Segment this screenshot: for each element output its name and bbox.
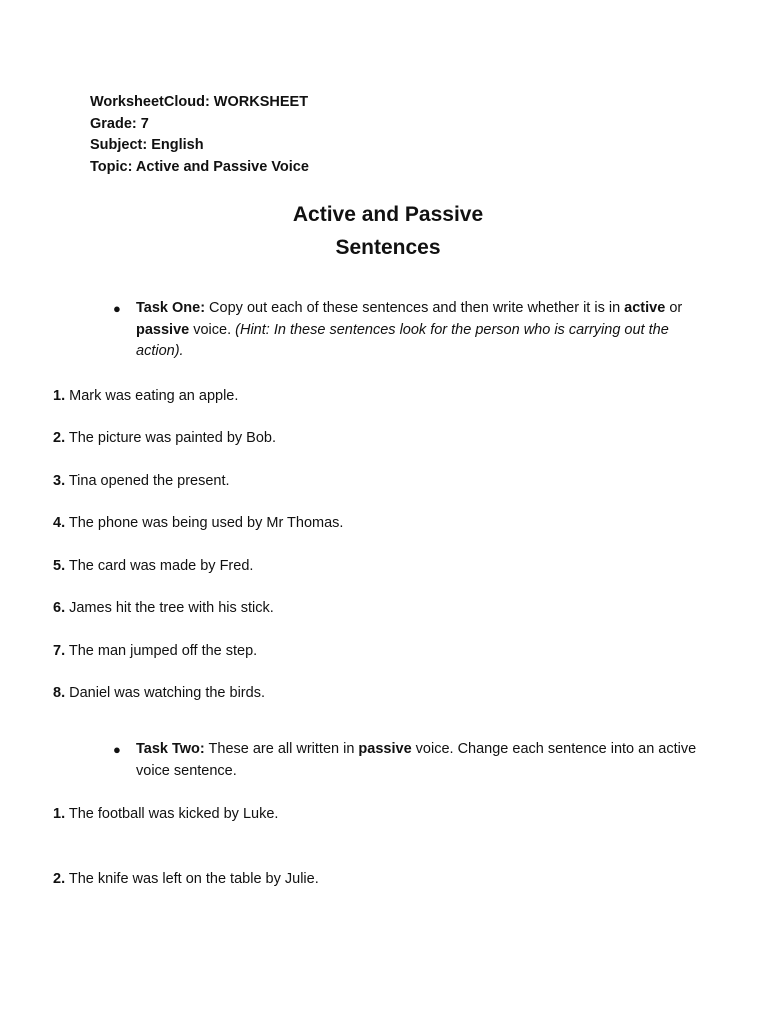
item-number: 5.: [53, 558, 66, 574]
item-sentence: Mark was eating an apple.: [65, 388, 239, 404]
passive-keyword: passive: [136, 321, 190, 338]
title-line-2: Sentences: [335, 236, 441, 259]
task-one-item-6: [53, 598, 274, 618]
task-one-instruction: [113, 298, 713, 363]
task-one-item-5: [53, 556, 253, 576]
passive-keyword: passive: [358, 741, 412, 757]
worksheet-source: WorksheetCloud: WORKSHEET: [90, 94, 309, 110]
task-two-text-a: These are all written in: [204, 741, 359, 757]
topic-line: Topic: Active and Passive Voice: [90, 158, 309, 175]
task-one-item-2: [53, 428, 276, 448]
item-sentence: Tina opened the present.: [65, 473, 230, 489]
item-number: 2.: [53, 871, 66, 887]
item-sentence: Daniel was watching the birds.: [65, 685, 265, 701]
task-one-text-b: or: [665, 300, 683, 316]
task-two-text-b: voice. Change each sentence into an active voice sentence.: [136, 741, 697, 779]
item-number: 7.: [53, 643, 66, 659]
item-number: 6.: [53, 600, 66, 616]
task-one-text-a: Copy out each of these sentences and then write whether it is in: [205, 300, 625, 316]
task-two-item-2: [53, 869, 319, 889]
task-one-text: [136, 298, 713, 363]
item-sentence: The phone was being used by Mr Thomas.: [65, 515, 344, 531]
item-sentence: The football was kicked by Luke.: [65, 806, 279, 822]
item-number: 4.: [53, 515, 66, 531]
task-one-item-8: [53, 683, 265, 703]
item-number: 2.: [53, 430, 66, 446]
task-one-label: Task One:: [136, 300, 206, 316]
subject-line: Subject: English: [90, 137, 204, 153]
item-sentence: The man jumped off the step.: [65, 643, 258, 659]
task-one-text-c: voice.: [189, 321, 236, 338]
item-number: 1.: [53, 388, 66, 404]
item-number: 1.: [53, 806, 66, 822]
item-sentence: James hit the tree with his stick.: [65, 600, 274, 616]
item-number: 3.: [53, 473, 66, 489]
task-two-item-1: [53, 804, 278, 824]
task-one-item-7: [53, 641, 257, 661]
task-two-instruction: [113, 739, 713, 782]
title-line-1: Active and Passive: [292, 203, 484, 226]
task-two-label: Task Two:: [136, 741, 205, 757]
task-one-hint: (Hint: In these sentences look for the person who is carrying out the action).: [136, 321, 669, 359]
task-one-item-4: [53, 513, 343, 533]
item-sentence: The card was made by Fred.: [65, 558, 254, 574]
bullet-icon: ●: [113, 301, 121, 316]
bullet-icon: ●: [113, 742, 121, 757]
task-one-item-3: [53, 471, 230, 491]
task-two-text: [136, 739, 713, 782]
item-sentence: The knife was left on the table by Julie.: [65, 871, 319, 887]
task-one-item-1: [53, 386, 238, 406]
worksheet-header: [90, 92, 309, 178]
document-title: [0, 198, 768, 264]
item-sentence: The picture was painted by Bob.: [65, 430, 277, 446]
active-keyword: active: [624, 300, 666, 316]
item-number: 8.: [53, 685, 66, 701]
grade-line: Grade: 7: [90, 115, 149, 132]
